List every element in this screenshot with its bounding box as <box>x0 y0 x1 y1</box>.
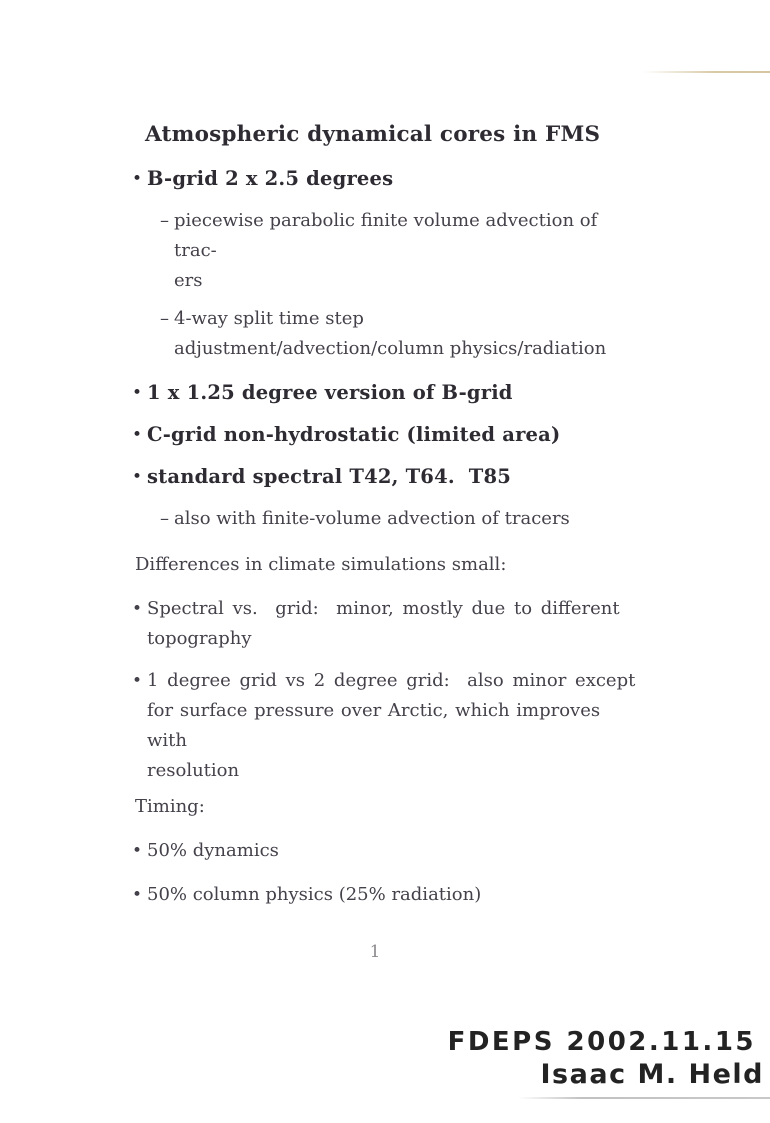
handwritten-event-date: FDEPS 2002.11.15 <box>447 1027 756 1057</box>
scan-artifact-line-bottom <box>518 1097 770 1099</box>
sub-item-finite-volume <box>130 504 642 534</box>
bullet-icon: • <box>132 885 143 905</box>
list-item-spectral <box>130 462 642 492</box>
paragraph-timing <box>135 792 642 822</box>
sub-item-timestep <box>130 304 642 364</box>
list-item-line: topography <box>147 628 252 649</box>
handwritten-author-name: Isaac M. Held <box>540 1059 764 1090</box>
bullet-icon: • <box>132 425 143 445</box>
list-item-line: Spectral vs. grid: minor, mostly due to different <box>147 598 620 619</box>
sub-item-piecewise <box>130 206 642 296</box>
paragraph-line: Differences in climate simulations small: <box>135 554 507 575</box>
dash-icon: – <box>160 508 169 529</box>
sub-item-line: also with finite-volume advection of tracers <box>174 508 570 529</box>
bullet-icon: • <box>132 671 143 691</box>
list-item-line: for surface pressure over Arctic, which improves with <box>147 700 607 751</box>
sub-item-line: 4-way split time step <box>174 308 364 329</box>
scanned-slide-page <box>130 120 642 964</box>
dash-icon: – <box>160 210 169 231</box>
list-item-column-physics <box>130 880 642 910</box>
paragraph-line: Timing: <box>135 796 205 817</box>
paragraph-differences <box>135 550 642 580</box>
handwritten-annotation <box>448 1026 764 1092</box>
list-item-cgrid <box>130 420 642 450</box>
sub-item-line: ers <box>174 270 203 291</box>
sub-item-line: piecewise parabolic finite volume advection of trac- <box>174 210 603 261</box>
list-item-text: C-grid non-hydrostatic (limited area) <box>147 423 561 446</box>
bullet-icon: • <box>132 841 143 861</box>
page-number: 1 <box>369 942 381 961</box>
list-item-dynamics <box>130 836 642 866</box>
list-item-spectral-vs-grid <box>130 594 642 654</box>
list-item-text: B-grid 2 x 2.5 degrees <box>147 167 394 190</box>
bullet-icon: • <box>132 467 143 487</box>
list-item-line: resolution <box>147 760 240 781</box>
scan-artifact-line-top <box>643 71 770 73</box>
list-item-bgrid <box>130 164 642 194</box>
list-item-line: 1 degree grid vs 2 degree grid: also minor except <box>147 670 636 691</box>
bullet-icon: • <box>132 383 143 403</box>
page-title: Atmospheric dynamical cores in FMS <box>145 122 601 147</box>
bullet-icon: • <box>132 169 143 189</box>
list-item-text: 1 x 1.25 degree version of B-grid <box>147 381 513 404</box>
list-item-grid-comparison <box>130 666 642 786</box>
list-item-1x125 <box>130 378 642 408</box>
list-item-text: standard spectral T42, T64. T85 <box>147 465 512 488</box>
sub-item-line: adjustment/advection/column physics/radiation <box>174 338 607 359</box>
list-item-line: 50% column physics (25% radiation) <box>147 884 482 905</box>
dash-icon: – <box>160 308 169 329</box>
list-item-line: 50% dynamics <box>147 840 279 861</box>
bullet-icon: • <box>132 599 143 619</box>
